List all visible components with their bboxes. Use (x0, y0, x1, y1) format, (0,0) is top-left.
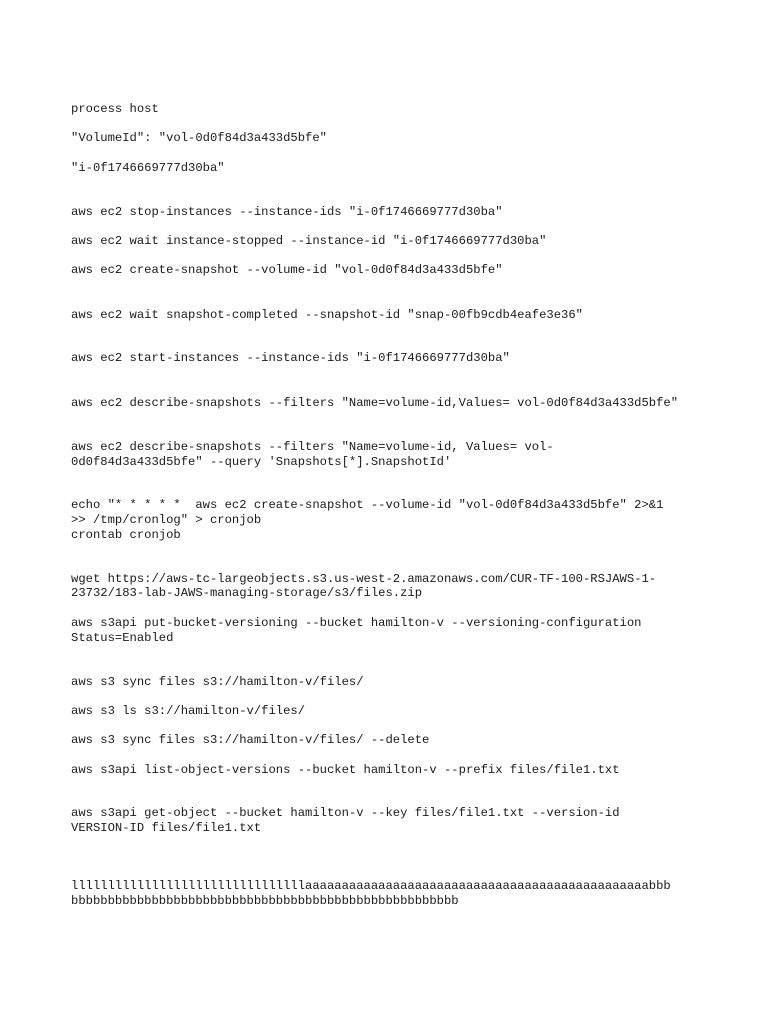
command-create-snapshot: aws ec2 create-snapshot --volume-id "vol-0d0f84d3a433d5bfe" (71, 263, 503, 277)
text-line-volume-id: "VolumeId": "vol-0d0f84d3a433d5bfe" (71, 131, 327, 145)
command-get-object-2: VERSION-ID files/file1.txt (71, 821, 262, 835)
command-stop-instances: aws ec2 stop-instances --instance-ids "i-0f1746669777d30ba" (71, 205, 503, 219)
text-line-process-host: process host (71, 102, 159, 116)
command-get-object-1: aws s3api get-object --bucket hamilton-v --key files/file1.txt --version-id (71, 806, 620, 820)
command-wait-snapshot-completed: aws ec2 wait snapshot-completed --snapshot-id "snap-00fb9cdb4eafe3e36" (71, 308, 583, 322)
text-line-instance-id: "i-0f1746669777d30ba" (71, 161, 225, 175)
command-describe-snapshots: aws ec2 describe-snapshots --filters "Name=volume-id,Values= vol-0d0f84d3a433d5bfe" (71, 396, 679, 410)
command-s3-ls: aws s3 ls s3://hamilton-v/files/ (71, 704, 306, 718)
text-line-letters-1: llllllllllllllllllllllllllllllllaaaaaaaaaaaaaaaaaaaaaaaaaaaaaaaaaaaaaaaaaaaaaaabbb (71, 879, 671, 893)
command-echo-cron-2: >> /tmp/cronlog" > cronjob (71, 513, 262, 527)
command-s3-sync-delete: aws s3 sync files s3://hamilton-v/files/ --delete (71, 733, 430, 747)
command-start-instances: aws ec2 start-instances --instance-ids "i-0f1746669777d30ba" (71, 351, 510, 365)
command-wget-1: wget https://aws-tc-largeobjects.s3.us-west-2.amazonaws.com/CUR-TF-100-RSJAWS-1- (71, 572, 657, 586)
command-put-bucket-versioning-2: Status=Enabled (71, 631, 174, 645)
command-crontab: crontab cronjob (71, 528, 181, 542)
command-s3-sync: aws s3 sync files s3://hamilton-v/files/ (71, 675, 364, 689)
text-line-letters-2: bbbbbbbbbbbbbbbbbbbbbbbbbbbbbbbbbbbbbbbbbbbbbbbbbbbbb (71, 894, 459, 908)
command-wait-instance-stopped: aws ec2 wait instance-stopped --instance-id "i-0f1746669777d30ba" (71, 234, 547, 248)
command-list-object-versions: aws s3api list-object-versions --bucket hamilton-v --prefix files/file1.txt (71, 763, 620, 777)
command-put-bucket-versioning-1: aws s3api put-bucket-versioning --bucket hamilton-v --versioning-configuration (71, 616, 642, 630)
command-wget-2: 23732/183-lab-JAWS-managing-storage/s3/files.zip (71, 586, 423, 600)
command-echo-cron-1: echo "* * * * * aws ec2 create-snapshot --volume-id "vol-0d0f84d3a433d5bfe" 2>&1 (71, 498, 664, 512)
command-describe-snapshots-query-2: 0d0f84d3a433d5bfe" --query 'Snapshots[*].SnapshotId' (71, 455, 452, 469)
command-describe-snapshots-query-1: aws ec2 describe-snapshots --filters "Name=volume-id, Values= vol- (71, 440, 554, 454)
